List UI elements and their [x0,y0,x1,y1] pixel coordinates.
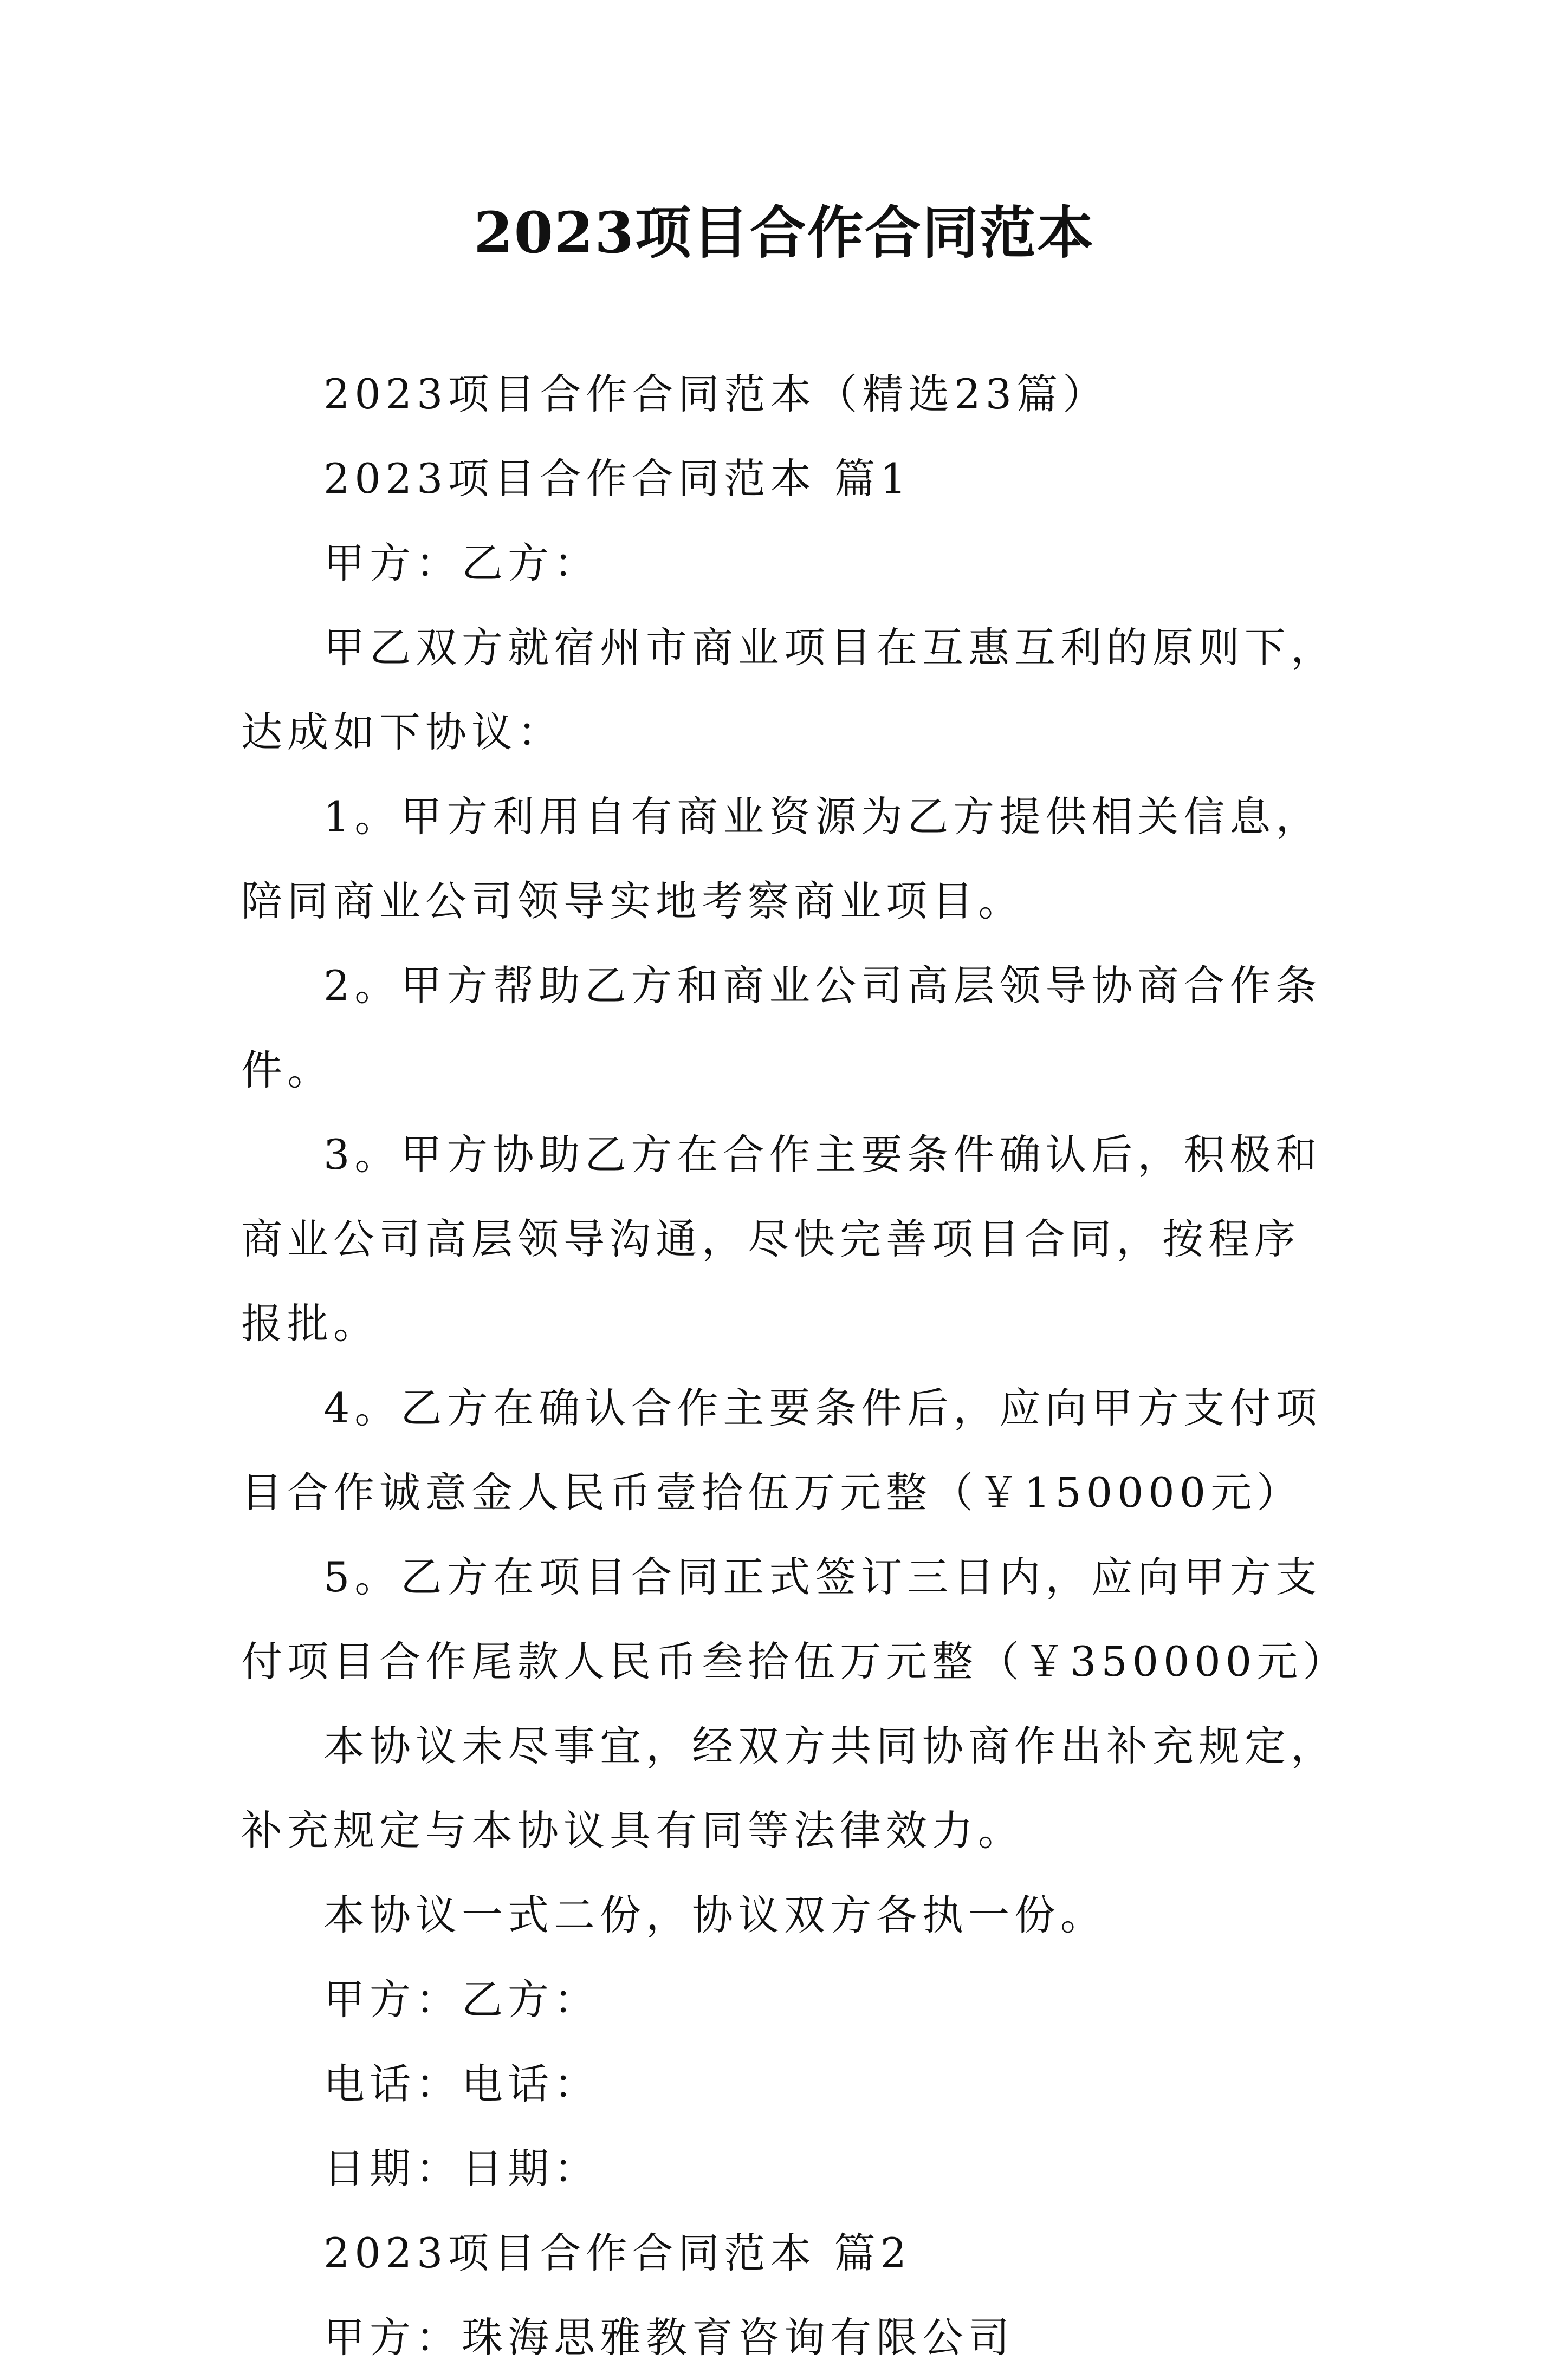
paragraph-party-a-name: 甲方：珠海思雅教育咨询有限公司 [323,2313,1014,2362]
paragraph-clause-5: 5。乙方在项目合同正式签订三日内，应向甲方支付项目合作尾款人民币叁拾伍万元整（￥350000元） [241,1553,1349,1686]
paragraph-clause-3: 3。甲方协助乙方在合作主要条件确认后，积极和商业公司高层领导沟通，尽快完善项目合同，按程序报批。 [241,1130,1322,1348]
paragraph-signature-parties: 甲方：乙方： [323,1975,600,2024]
paragraph-section-heading-2: 2023项目合作合同范本 篇2 [323,2229,911,2277]
document-body [241,352,1349,2380]
paragraph-intro: 甲乙双方就宿州市商业项目在互惠互利的原则下，达成如下协议： [241,623,1337,756]
paragraph-clause-1: 1。甲方利用自有商业资源为乙方提供相关信息，陪同商业公司领导实地考察商业项目。 [241,792,1322,925]
paragraph-copies: 本协议一式二份，协议双方各执一份。 [323,1891,1106,1939]
paragraph-clause-4: 4。乙方在确认合作主要条件后，应向甲方支付项目合作诚意金人民币壹拾伍万元整（￥150000元） [241,1384,1322,1517]
paragraph-subtitle: 2023项目合作合同范本（精选23篇） [323,370,1109,418]
paragraph-section-heading-1: 2023项目合作合同范本 篇1 [323,454,911,503]
paragraph-supplement: 本协议未尽事宜，经双方共同协商作出补充规定，补充规定与本协议具有同等法律效力。 [241,1722,1337,1855]
document-title: 2023项目合作合同范本 [474,199,1094,266]
paragraph-clause-2: 2。甲方帮助乙方和商业公司高层领导协商合作条件。 [241,961,1322,1094]
paragraph-signature-date: 日期：日期： [323,2144,600,2193]
paragraph-signature-phone: 电话：电话： [323,2060,600,2108]
paragraph-parties: 甲方：乙方： [323,539,600,587]
